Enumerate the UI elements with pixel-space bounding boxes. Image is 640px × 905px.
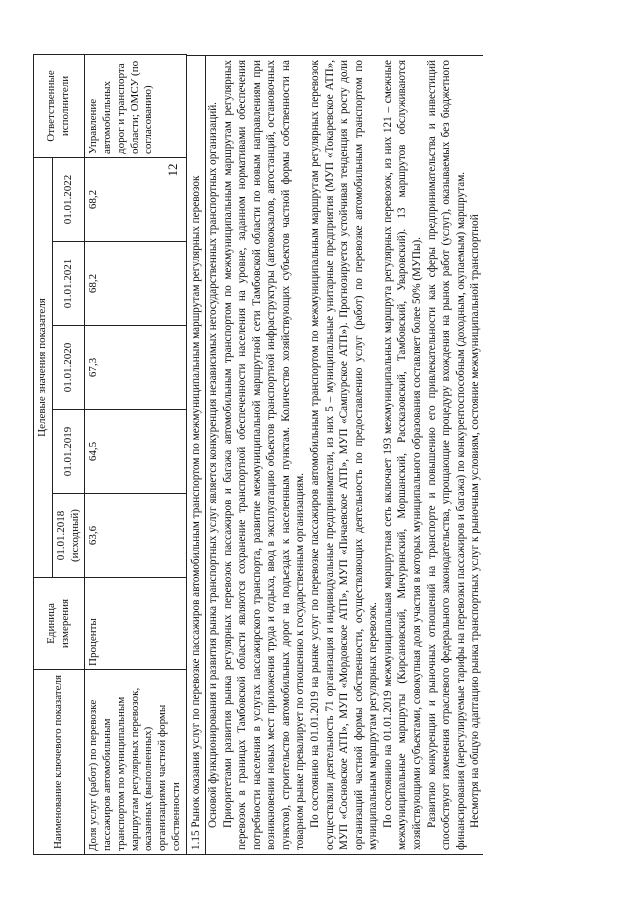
responsible-executors: Управление автомобильных дорог и транспорта области; ОМСУ (по согласованию) xyxy=(85,54,186,157)
indicator-value: 68,2 xyxy=(85,157,186,241)
paragraph: По состоянию на 01.01.2019 межмуниципальная маршрутная сеть включает 193 межмуниципальных маршрута регулярных перевозок, из них 121 – смежные межмуниципальные маршруты (Кирсановский, Мичуринский, Моршанский, Рассказовский, Тамбовский, Уваровский). 13 маршрутов обслуживаются хозяйствующими субъектами, совокупная доля участия в которых муниципального образования составляет более 50% (МУПы). xyxy=(381,60,423,850)
indicator-name: Доля услуг (работ) по перевозке пассажиров автомобильным транспортом по муниципальным маршрутам регулярных перевозок, оказанных (выполненных) организациями частной формы собственности xyxy=(85,670,186,855)
kpi-table xyxy=(33,54,187,855)
indicator-value: 68,2 xyxy=(85,242,186,326)
table-row xyxy=(85,54,186,854)
page-number: 12 xyxy=(165,163,180,177)
paragraph: Приоритетами развития рынка регулярных перевозок пассажиров и багажа автомобильным транспортом по межмуниципальным маршрутам регулярных перевозок в границах Тамбовской области являются сохранение транспортной обеспеченности населения на уровне, заданном нормативами обеспечения потребности населения в услугах пассажирского транспорта, развитие межмуниципальной маршрутной сети Тамбовской области по новым направлениям при возникновении новых мест приложения труда и отдыха, ввод в эксплуатацию объектов транспортной инфраструктуры (автовокзалов, автостанций, остановочных пунктов), строительство автомобильных дорог на подъездах к населенным пунктам. Количество хозяйствующих субъектов частной формы собственности на товарном рынке превалирует по отношению к государственным организациям. xyxy=(221,60,307,850)
header-date: 01.01.2022 xyxy=(52,157,85,241)
section-title: 1.15 Рынок оказания услуг по перевозке пассажиров автомобильным транспортом по межмуниципальным маршрутам регулярных перевозок xyxy=(187,55,207,855)
indicator-value: 63,6 xyxy=(85,494,186,578)
header-date: 01.01.2018 (исходный) xyxy=(52,494,85,578)
header-date: 01.01.2019 xyxy=(52,410,85,494)
paragraph: Несмотря на общую адаптацию рынка транспортных услуг к рыночным условиям, состояние межмуниципальной транспортной xyxy=(469,214,482,828)
section-body xyxy=(206,55,483,855)
header-name: Наименование ключевого показателя xyxy=(34,670,85,855)
indicator-value: 64,5 xyxy=(85,410,186,494)
header-responsible: Ответственные исполнители xyxy=(34,54,85,157)
paragraph: Основой функционирования и развития рынка транспортных услуг является конкуренция независимых негосударственных транспортных организаций. xyxy=(207,102,220,828)
document-sheet xyxy=(33,55,603,855)
paragraph: Развитию конкуренции и рыночных отношений на транспорте и повышению его привлекательности как сферы предпринимательства и инвестиций способствуют изменения отраслевого федерального законодательства, упрощающие процедуру вхождения на рынок работ (услуг), оказываемых без бюджетного финансирования (нерегулируемые тарифы на перевозки пассажиров и багажа) по конкурентоспособным (доходным, окупаемым) маршрутам. xyxy=(425,60,467,850)
indicator-unit: Проценты xyxy=(85,578,186,670)
indicator-value: 67,3 xyxy=(85,326,186,410)
header-unit: Единица измерения xyxy=(34,578,85,670)
paragraph: По состоянию на 01.01.2019 на рынке услуг по перевозке пассажиров автомобильным транспортом по межмуниципальным маршрутам регулярных перевозок осуществляли деятельность 71 организация и индивидуальные предприниматели, из них 5 – муниципальные унитарные предприятия (МУП «Токаревское АТП», МУП «Сосновское АТП», МУП «Мордовское АТП», МУП «Пичаевское АТП», МУП «Сампурское АТП»). Прогнозируется устойчивая тенденция к росту доли организаций частной формы собственности, осуществляющих деятельность по предоставлению услуг (работ) по перевозке автомобильным транспортом по муниципальным маршрутам регулярных перевозок. xyxy=(309,60,380,850)
header-date: 01.01.2021 xyxy=(52,242,85,326)
header-target-values: Целевые значения показателя xyxy=(34,157,53,577)
header-date: 01.01.2020 xyxy=(52,326,85,410)
